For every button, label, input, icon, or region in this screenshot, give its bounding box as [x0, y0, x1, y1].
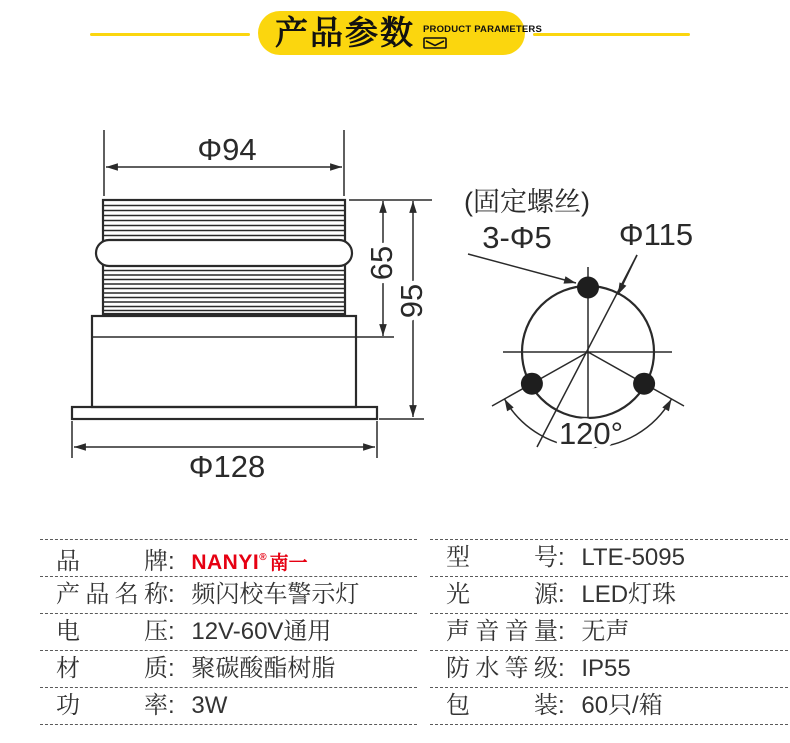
spec-table-left [40, 539, 417, 725]
spec-row-material: 材质: 聚碳酸酯树脂 [40, 650, 417, 687]
spec-value: 60只/箱 [581, 692, 663, 719]
spec-label: 功率 [56, 692, 168, 719]
spec-label: 声音音量 [446, 618, 558, 645]
dim-angle-label: 120° [558, 416, 624, 451]
page-subtitle: PRODUCT PARAMETERS [423, 23, 543, 35]
screw-hole-left [521, 373, 543, 395]
spec-row-model: 型号: LTE-5095 [430, 539, 788, 576]
spec-value: 聚碳酸酯树脂 [191, 655, 336, 682]
spec-label: 电压 [56, 618, 168, 645]
spec-label: 光源 [446, 581, 558, 608]
spec-label: 材质 [56, 655, 168, 682]
spec-value: LTE-5095 [581, 544, 685, 571]
spec-row-waterproof: 防水等级: IP55 [430, 650, 788, 687]
brand-logo-cn: 南一 [269, 553, 308, 574]
spec-row-sound: 声音音量: 无声 [430, 613, 788, 650]
fixing-screw-note: (固定螺丝) [464, 187, 590, 217]
spec-label: 防水等级 [446, 655, 558, 682]
spec-row-power: 功率: 3W [40, 687, 417, 725]
brand-registered-mark: ® [259, 552, 267, 563]
brand-logo-en: NANYI [191, 551, 260, 574]
spec-value: LED灯珠 [581, 581, 677, 608]
spec-value: IP55 [581, 655, 631, 682]
spec-label: 型号 [446, 544, 558, 571]
spec-label: 产品名称 [56, 581, 168, 608]
spec-row-packing: 包装: 60只/箱 [430, 687, 788, 725]
dim-total-height-label: 95 [394, 283, 429, 319]
brand-logo [191, 548, 307, 575]
spec-value: 12V-60V通用 [191, 618, 332, 645]
spec-value: 无声 [581, 618, 630, 645]
spec-value: 3W [191, 692, 228, 719]
dim-base-diameter-label: Φ128 [188, 449, 266, 484]
spec-label: 品牌 [56, 548, 168, 575]
dim-holes-label: 3-Φ5 [482, 220, 552, 255]
spec-table-right [430, 539, 788, 725]
spec-row-brand: 品牌: NANYI® 南一 [40, 539, 417, 576]
screw-hole-top [577, 277, 599, 299]
screw-hole-right [633, 373, 655, 395]
dim-bolt-circle-label: Φ115 [618, 217, 694, 252]
spec-row-voltage: 电压: 12V-60V通用 [40, 613, 417, 650]
spec-row-product-name: 产品名称: 频闪校车警示灯 [40, 576, 417, 613]
spec-value: 频闪校车警示灯 [191, 581, 360, 608]
page-title: 产品参数 [275, 14, 415, 51]
spec-label: 包装 [446, 692, 558, 719]
spec-row-light-source: 光源: LED灯珠 [430, 576, 788, 613]
dim-top-diameter-label: Φ94 [197, 132, 257, 167]
dim-lens-height-label: 65 [364, 245, 399, 281]
side-view [72, 130, 432, 484]
top-view [464, 187, 693, 451]
